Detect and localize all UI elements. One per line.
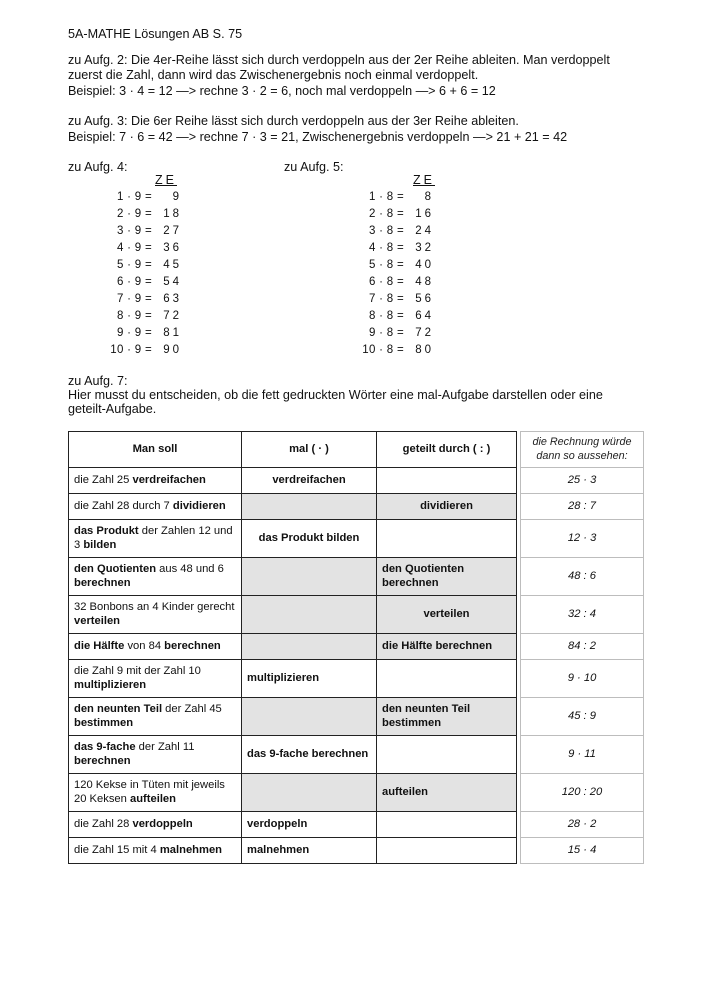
table-row xyxy=(69,558,644,596)
table-row xyxy=(69,494,644,520)
page-title: 5A-MATHE Lösungen AB S. 75 xyxy=(68,27,243,41)
cell-man-soll xyxy=(69,634,242,660)
cell-geteilt xyxy=(377,812,517,838)
cell-geteilt: aufteilen xyxy=(377,774,517,812)
bold-keyword: bestimmen xyxy=(74,716,134,729)
cell-rechnung: 120 : 20 xyxy=(521,774,644,812)
plain-text: die Zahl 25 xyxy=(74,473,133,486)
times-row xyxy=(352,241,434,256)
times-row xyxy=(352,292,434,307)
cell-mal: malnehmen xyxy=(242,838,377,864)
bold-keyword: berechnen xyxy=(74,576,131,589)
aufg2-text-line1: zu Aufg. 2: Die 4er-Reihe lässt sich durch verdoppeln aus der 2er Reihe ableiten. Man verdoppelt xyxy=(68,53,610,67)
cell-rechnung: 9 · 10 xyxy=(521,660,644,698)
header-man-soll: Man soll xyxy=(69,432,242,468)
cell-geteilt: den neunten Teil bestimmen xyxy=(377,698,517,736)
table-row xyxy=(69,634,644,660)
times-result: 36 xyxy=(163,242,182,254)
bold-keyword: verdoppeln xyxy=(132,817,193,830)
header-rechnung: die Rechnung würde dann so aussehen: xyxy=(521,432,644,468)
cell-mal xyxy=(242,494,377,520)
plain-text: 120 Kekse in Tüten mit jeweils 20 Keksen xyxy=(74,779,225,805)
times-row xyxy=(100,207,182,222)
times-expression: 9 · 8 = xyxy=(368,327,404,339)
header-mal: mal ( · ) xyxy=(242,432,377,468)
cell-man-soll xyxy=(69,520,242,558)
bold-keyword: verteilen xyxy=(74,614,121,627)
times-result: 54 xyxy=(163,276,182,288)
times-result: 18 xyxy=(163,208,182,220)
times-expression: 2 · 8 = xyxy=(368,208,404,220)
cell-geteilt: dividieren xyxy=(377,494,517,520)
times-expression: 9 · 9 = xyxy=(116,327,152,339)
plain-text: 32 Bonbons an 4 Kinder gerecht xyxy=(74,601,235,613)
plain-text: die Zahl 9 mit der Zahl 10 xyxy=(74,665,201,677)
cell-man-soll xyxy=(69,774,242,812)
cell-rechnung: 32 : 4 xyxy=(521,596,644,634)
header-geteilt: geteilt durch ( : ) xyxy=(377,432,517,468)
times-result: 9 xyxy=(172,191,182,203)
times-row xyxy=(352,275,434,290)
aufg4-heading: zu Aufg. 4: xyxy=(68,160,128,174)
cell-mal: das 9-fache berechnen xyxy=(242,736,377,774)
aufg7-heading: zu Aufg. 7: xyxy=(68,374,128,388)
cell-rechnung: 48 : 6 xyxy=(521,558,644,596)
cell-geteilt: den Quotienten berechnen xyxy=(377,558,517,596)
times-expression: 3 · 8 = xyxy=(368,225,404,237)
times-result: 32 xyxy=(415,242,434,254)
bold-keyword: dividieren xyxy=(172,499,226,512)
aufg2-text-line2: zuerst die Zahl, dann wird das Zwischenergebnis noch einmal verdoppelt. xyxy=(68,68,479,82)
times-result: 80 xyxy=(415,344,434,356)
times-expression: 1 · 8 = xyxy=(368,191,404,203)
aufg2-example: Beispiel: 3 · 4 = 12 —> rechne 3 · 2 = 6, noch mal verdoppeln —> 6 + 6 = 12 xyxy=(68,84,496,98)
times-row xyxy=(100,224,182,239)
cell-man-soll xyxy=(69,838,242,864)
times-result: 90 xyxy=(163,344,182,356)
cell-geteilt xyxy=(377,660,517,698)
bold-keyword: die Hälfte xyxy=(74,639,125,652)
times-expression: 3 · 9 = xyxy=(116,225,152,237)
plain-text: die Zahl 28 durch 7 xyxy=(74,499,173,512)
times-row xyxy=(352,343,434,358)
times-row xyxy=(100,275,182,290)
cell-man-soll xyxy=(69,468,242,494)
cell-man-soll xyxy=(69,736,242,774)
cell-mal xyxy=(242,634,377,660)
cell-geteilt: verteilen xyxy=(377,596,517,634)
cell-geteilt xyxy=(377,468,517,494)
times-result: 40 xyxy=(415,259,434,271)
times-row xyxy=(100,292,182,307)
times-expression: 8 · 9 = xyxy=(116,310,152,322)
times-result: 27 xyxy=(163,225,182,237)
aufg5-ze-header: ZE xyxy=(413,173,435,187)
cell-rechnung: 28 : 7 xyxy=(521,494,644,520)
times-expression: 6 · 9 = xyxy=(116,276,152,288)
cell-mal xyxy=(242,596,377,634)
cell-mal: verdoppeln xyxy=(242,812,377,838)
cell-man-soll xyxy=(69,494,242,520)
times-expression: 10 · 8 = xyxy=(362,344,404,356)
times-result: 72 xyxy=(415,327,434,339)
cell-rechnung: 45 : 9 xyxy=(521,698,644,736)
cell-mal xyxy=(242,774,377,812)
aufg7-text-line2: geteilt-Aufgabe. xyxy=(68,402,157,416)
times-result: 81 xyxy=(163,327,182,339)
table-row xyxy=(69,468,644,494)
plain-text: der Zahl 11 xyxy=(135,741,195,753)
table-header-row xyxy=(69,432,644,468)
bold-keyword: malnehmen xyxy=(159,843,222,856)
cell-rechnung: 28 · 2 xyxy=(521,812,644,838)
cell-geteilt xyxy=(377,736,517,774)
times-row xyxy=(352,224,434,239)
table-row xyxy=(69,838,644,864)
times-expression: 6 · 8 = xyxy=(368,276,404,288)
cell-man-soll xyxy=(69,698,242,736)
plain-text: der Zahl 45 xyxy=(162,703,222,715)
cell-rechnung: 15 · 4 xyxy=(521,838,644,864)
times-expression: 8 · 8 = xyxy=(368,310,404,322)
table-row xyxy=(69,520,644,558)
cell-man-soll xyxy=(69,660,242,698)
cell-mal: das Produkt bilden xyxy=(242,520,377,558)
times-expression: 4 · 9 = xyxy=(116,242,152,254)
cell-geteilt xyxy=(377,520,517,558)
bold-keyword: das Produkt xyxy=(74,525,139,537)
plain-text: aus 48 und 6 xyxy=(156,563,224,575)
times-result: 64 xyxy=(415,310,434,322)
times-result: 45 xyxy=(163,259,182,271)
times-expression: 7 · 8 = xyxy=(368,293,404,305)
times-row xyxy=(100,326,182,341)
plain-text: der Zahlen 12 und 3 xyxy=(74,525,233,551)
times-row xyxy=(352,207,434,222)
aufg4-ze-header: ZE xyxy=(155,173,177,187)
times-result: 16 xyxy=(415,208,434,220)
bold-keyword: verdreifachen xyxy=(132,473,206,486)
bold-keyword: das 9-fache xyxy=(74,741,136,753)
times-result: 48 xyxy=(415,276,434,288)
cell-rechnung: 84 : 2 xyxy=(521,634,644,660)
bold-keyword: bilden xyxy=(83,538,117,551)
plain-text: von 84 xyxy=(124,639,165,652)
times-expression: 5 · 9 = xyxy=(116,259,152,271)
times-row xyxy=(100,190,182,205)
times-result: 56 xyxy=(415,293,434,305)
aufg3-text: zu Aufg. 3: Die 6er Reihe lässt sich durch verdoppeln aus der 3er Reihe ableiten. xyxy=(68,114,519,128)
times-row xyxy=(100,343,182,358)
cell-mal xyxy=(242,698,377,736)
times-expression: 1 · 9 = xyxy=(116,191,152,203)
cell-mal: multiplizieren xyxy=(242,660,377,698)
times-result: 63 xyxy=(163,293,182,305)
cell-man-soll xyxy=(69,558,242,596)
bold-keyword: den neunten Teil xyxy=(74,703,163,715)
aufg7-text-line1: Hier musst du entscheiden, ob die fett gedruckten Wörter eine mal-Aufgabe darstellen oder eine xyxy=(68,388,603,402)
cell-rechnung: 25 · 3 xyxy=(521,468,644,494)
cell-rechnung: 9 · 11 xyxy=(521,736,644,774)
times-row xyxy=(100,309,182,324)
times-expression: 4 · 8 = xyxy=(368,242,404,254)
bold-keyword: berechnen xyxy=(74,754,131,767)
table-row xyxy=(69,596,644,634)
cell-rechnung: 12 · 3 xyxy=(521,520,644,558)
times-row xyxy=(352,258,434,273)
bold-keyword: aufteilen xyxy=(129,792,176,805)
times-row xyxy=(100,258,182,273)
bold-keyword: multiplizieren xyxy=(74,678,147,691)
cell-man-soll xyxy=(69,812,242,838)
cell-man-soll xyxy=(69,596,242,634)
cell-mal xyxy=(242,558,377,596)
table-row xyxy=(69,774,644,812)
cell-geteilt: die Hälfte berechnen xyxy=(377,634,517,660)
bold-keyword: berechnen xyxy=(164,639,221,652)
times-expression: 5 · 8 = xyxy=(368,259,404,271)
plain-text: die Zahl 28 xyxy=(74,817,133,830)
times-row xyxy=(352,309,434,324)
times-expression: 7 · 9 = xyxy=(116,293,152,305)
table-row xyxy=(69,660,644,698)
aufg5-heading: zu Aufg. 5: xyxy=(284,160,344,174)
times-result: 24 xyxy=(415,225,434,237)
aufg7-table xyxy=(68,431,644,864)
times-row xyxy=(100,241,182,256)
table-row xyxy=(69,736,644,774)
times-row xyxy=(352,326,434,341)
bold-keyword: den Quotienten xyxy=(74,563,157,575)
times-row xyxy=(352,190,434,205)
table-row xyxy=(69,698,644,736)
cell-mal: verdreifachen xyxy=(242,468,377,494)
table-row xyxy=(69,812,644,838)
plain-text: die Zahl 15 mit 4 xyxy=(74,843,160,856)
times-result: 8 xyxy=(424,191,434,203)
cell-geteilt xyxy=(377,838,517,864)
times-result: 72 xyxy=(163,310,182,322)
aufg3-example: Beispiel: 7 · 6 = 42 —> rechne 7 · 3 = 21, Zwischenergebnis verdoppeln —> 21 + 21 = 42 xyxy=(68,130,568,144)
times-expression: 2 · 9 = xyxy=(116,208,152,220)
times-expression: 10 · 9 = xyxy=(110,344,152,356)
